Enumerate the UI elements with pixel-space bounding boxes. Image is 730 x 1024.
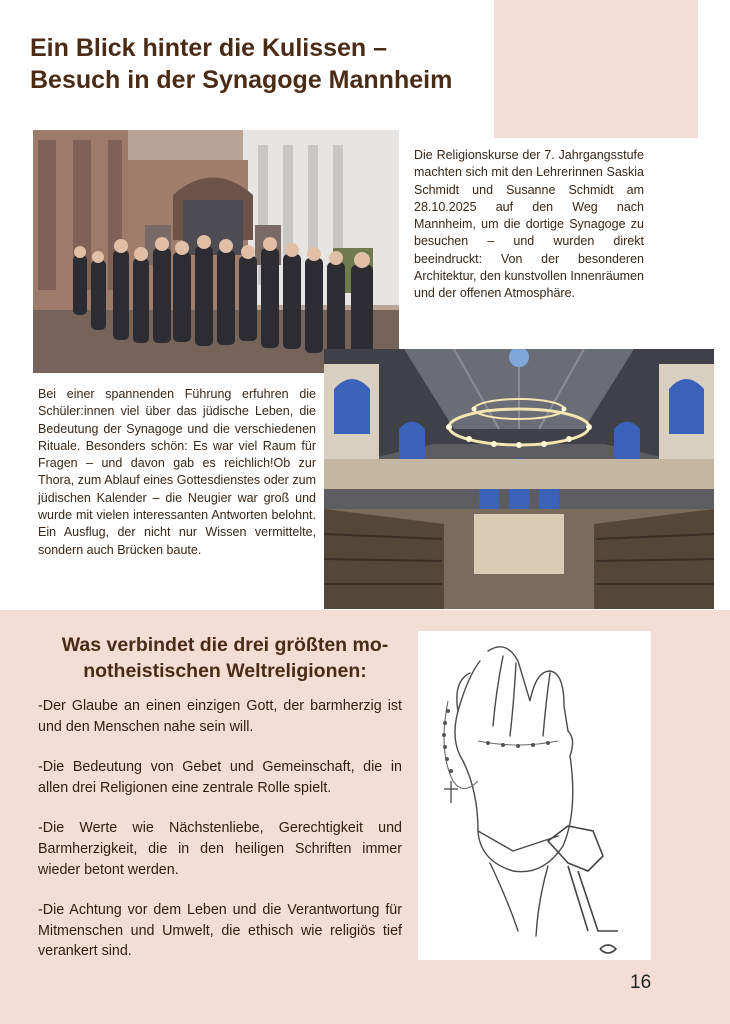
list-item: -Die Bedeutung von Gebet und Gemeinschaft, die in allen drei Religionen eine zentrale Rolle spielt. bbox=[38, 759, 402, 796]
tour-text-box bbox=[28, 380, 326, 565]
decorative-pink-strip bbox=[494, 0, 698, 138]
group-photo bbox=[33, 130, 399, 373]
page-title bbox=[30, 32, 500, 96]
title-line-2: Besuch in der Synagoge Mannheim bbox=[30, 66, 453, 94]
intro-paragraph: Die Religionskurse der 7. Jahrgangsstufe machten sich mit den Lehrerinnen Saskia Schmidt und Susanne Schmidt am 28.10.2025 auf den Weg nach Mannheim, um die dortige Synagoge zu besuchen – und wurden direkt beeindruckt: Von der besonderen Architektur, den kunstvollen Innenräumen und der offenen Atmosphäre. bbox=[414, 148, 644, 301]
commonalities-list bbox=[38, 696, 402, 982]
list-item: -Der Glaube an einen einzigen Gott, der barmherzig ist und den Menschen nahe sein will. bbox=[38, 698, 402, 735]
section-heading-line-2: notheistischen Weltreligionen: bbox=[83, 660, 367, 682]
page-number: 16 bbox=[630, 972, 652, 993]
section-heading bbox=[30, 632, 420, 684]
praying-hands-sketch bbox=[418, 631, 651, 960]
title-line-1: Ein Blick hinter die Kulissen – bbox=[30, 34, 388, 62]
section-heading-line-1: Was verbindet die drei größten mo- bbox=[61, 634, 389, 656]
synagogue-interior-photo bbox=[324, 349, 714, 609]
list-item: -Die Werte wie Nächstenliebe, Gerechtigkeit und Barmherzigkeit, die in den heiligen Schriften immer wieder betont werden. bbox=[38, 820, 402, 878]
list-item: -Die Achtung vor dem Leben und die Verantwortung für Mitmenschen und Umwelt, die ethisch wie religiös tief verankert sind. bbox=[38, 902, 402, 960]
tour-paragraph: Bei einer spannenden Führung erfuhren die Schüler:innen viel über das jüdische Leben, die Bedeutung der Synagoge und die verschiedenen Rituale. Besonders schön: Es war viel Raum für Fragen – und davon gab es reichlich!Ob zur Thora, zum Ablauf eines Gottesdienstes oder zum jüdischen Kalender – die Neugier war groß und wurde mit vielen interessanten Antworten belohnt. Ein Ausflug, der nicht nur Wissen vermittelte, sondern auch Brücken baute. bbox=[38, 387, 316, 557]
intro-text-box bbox=[404, 139, 654, 328]
